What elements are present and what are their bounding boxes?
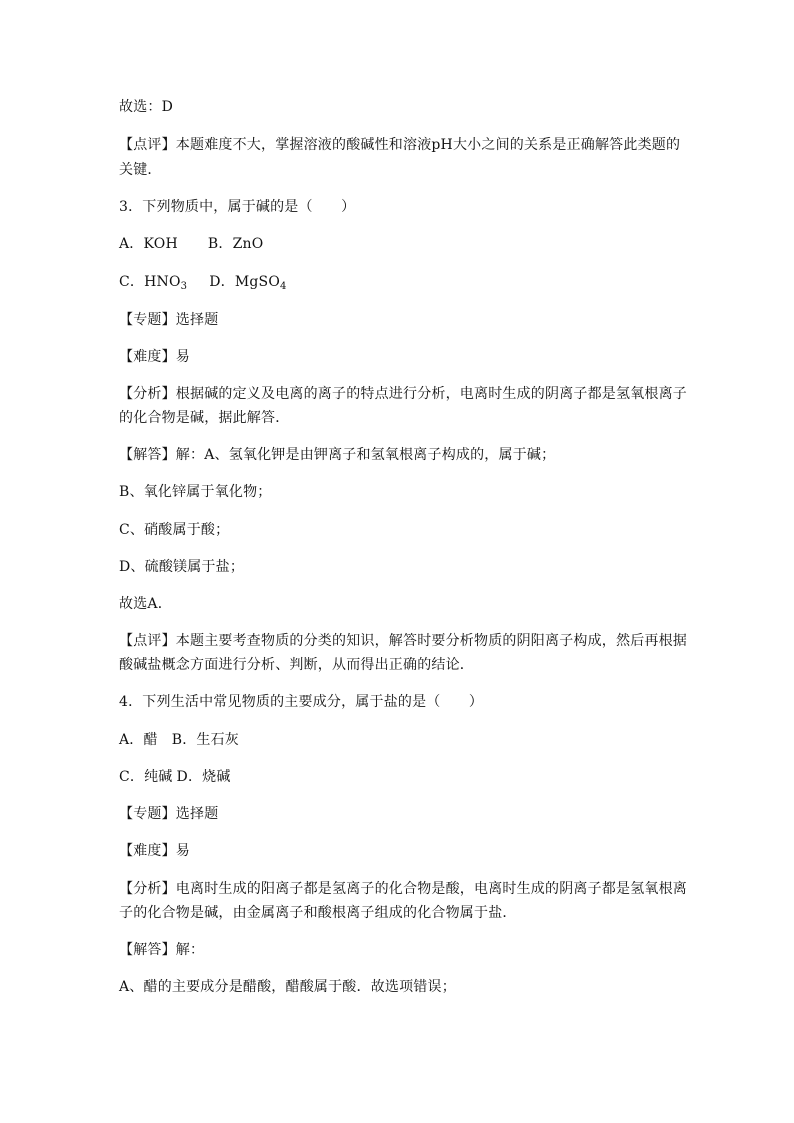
comment-line-q3-part2: 酸碱盐概念方面进行分析、判断，从而得出正确的结论． (119, 657, 474, 673)
solution-line-q3-c: C、硝酸属于酸； (119, 522, 230, 538)
difficulty-line-q3: 【难度】易 (119, 349, 190, 365)
analysis-line-q3-part2: 的化合物是碱，据此解答． (119, 410, 290, 426)
question-3-options-row2 (119, 272, 689, 292)
option-a: A．KOH (119, 236, 178, 252)
solution-line-q3-b: B、氧化锌属于氧化物； (119, 484, 272, 500)
topic-line-q4: 【专题】选择题 (119, 806, 219, 822)
question-3-options-row1 (119, 234, 689, 254)
answer-line-q3: 故选A． (119, 596, 172, 612)
option-d-text: D．MgSO (209, 274, 281, 290)
option-c (119, 272, 187, 292)
option-b: B．ZnO (207, 236, 264, 252)
solution-line-q4-a: A、醋的主要成分是醋酸，醋酸属于酸．故选项错误； (119, 979, 456, 995)
option-d (209, 272, 286, 292)
analysis-line-q3-part1: 【分析】根据碱的定义及电离的离子的特点进行分析，电离时生成的阴离子都是氢氧根离子 (119, 386, 687, 402)
topic-line-q3: 【专题】选择题 (119, 312, 219, 328)
question-4-options-row2 (119, 767, 689, 787)
option-d-subscript: 4 (280, 281, 287, 292)
question-4-options-row1 (119, 730, 689, 750)
option-a: A．醋 (119, 732, 158, 748)
difficulty-line-q4: 【难度】易 (119, 843, 190, 859)
option-c: C．纯碱 (119, 769, 173, 785)
question-3-stem: 3．下列物质中，属于碱的是（ ） (119, 199, 356, 215)
comment-line-q2-part1: 【点评】本题难度不大，掌握溶液的酸碱性和溶液pH大小之间的关系是正确解答此类题的 (119, 137, 681, 153)
option-c-subscript: 3 (180, 281, 188, 292)
option-c-text: C．HNO (119, 274, 181, 290)
analysis-line-q4-part1: 【分析】电离时生成的阳离子都是氢离子的化合物是酸，电离时生成的阴离子都是氢氧根离 (119, 881, 687, 897)
option-b: B．生石灰 (171, 732, 240, 748)
option-d: D．烧碱 (176, 769, 231, 785)
answer-line-q2: 故选：D (119, 99, 174, 115)
analysis-line-q4-part2: 子的化合物是碱，由金属离子和酸根离子组成的化合物属于盐． (119, 905, 517, 921)
solution-line-q3-a: 【解答】解：A、氢氧化钾是由钾离子和氢氧根离子构成的，属于碱； (119, 447, 556, 463)
comment-line-q3-part1: 【点评】本题主要考查物质的分类的知识，解答时要分析物质的阴阳离子构成，然后再根据 (119, 633, 687, 649)
solution-line-q3-d: D、硫酸镁属于盐； (119, 559, 245, 575)
question-4-stem: 4．下列生活中常见物质的主要成分，属于盐的是（ ） (119, 694, 484, 710)
comment-line-q2-part2: 关键． (119, 162, 162, 178)
solution-heading-q4: 【解答】解： (119, 942, 205, 958)
